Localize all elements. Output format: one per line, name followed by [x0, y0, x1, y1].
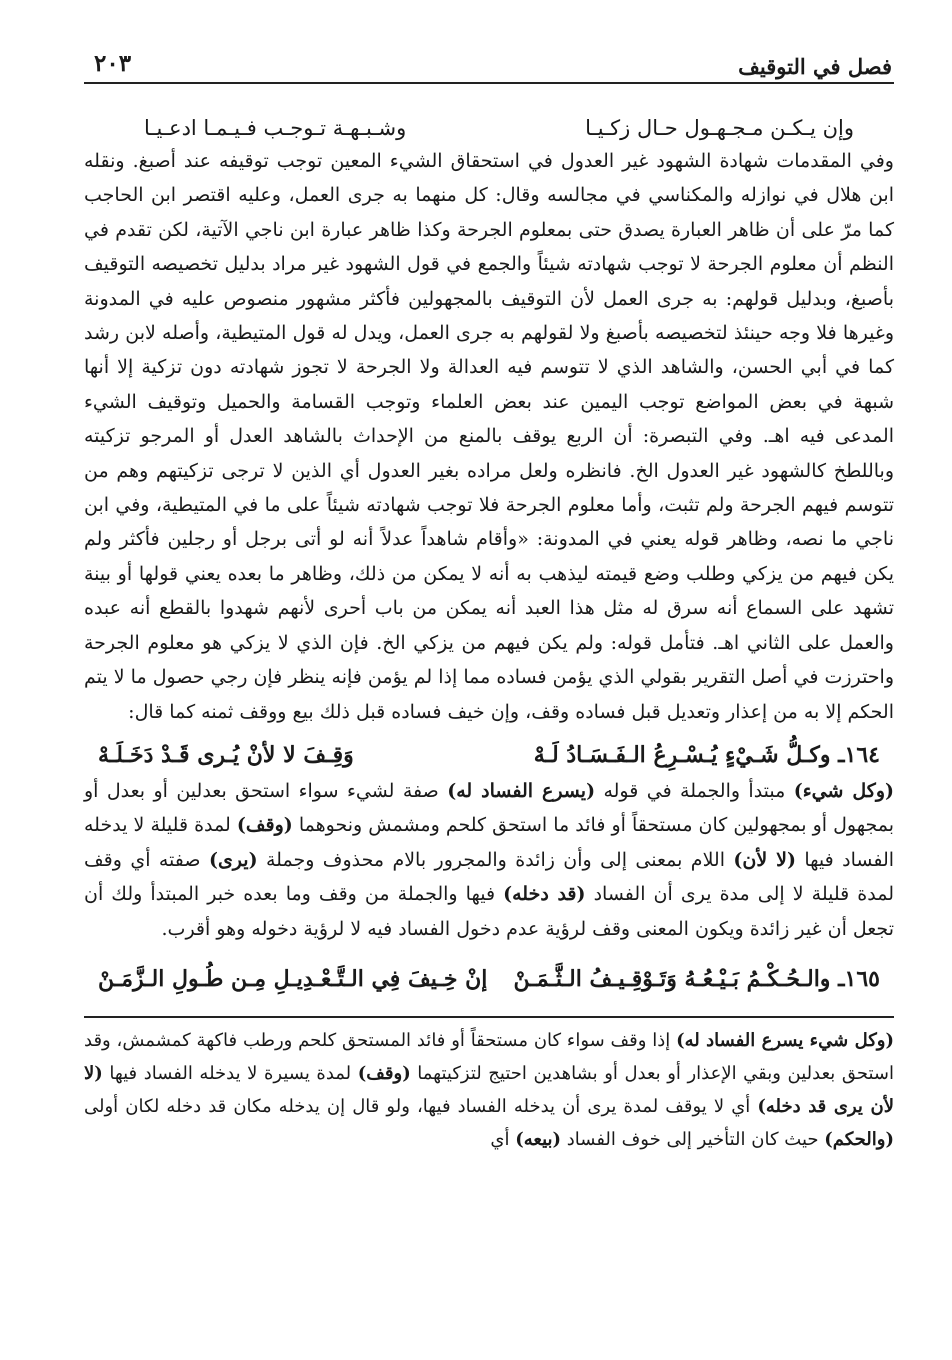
quoted-term: (وقف): [357, 1062, 411, 1084]
quoted-term: (يسرع الفساد له): [447, 779, 596, 802]
verse-164: [98, 742, 880, 768]
verse-top-left-hemistich: وشـبـهـة تـوجـب فـيـمـا ادعـيـا: [144, 116, 407, 140]
verse-top-right-hemistich: وإن يـكـن مـجـهـول حـال زكـيـا: [585, 116, 854, 140]
body-paragraph: وفي المقدمات شهادة الشهود غير العدول في استحقاق الشيء المعين توجب توقيفه عند أصبغ. ونقله ابن هلال في نوازله والمكناسي في مجالسه وقال: كل منهما به جرى العمل، وعليه اقتصر ابن الحاجب كما مرّ على أن ظاهر العبارة يصدق حتى بمعلوم الجرحة وكذا ظاهر عبارة ابن ناجي الآتية، لكن تقدم في النظم أن معلوم الجرحة لا توجب شهادته شيئاً والجمع في قول الشهود غير مراد بدليل تخصيصه التوقيف بأصبغ، وبدليل قولهم: به جرى العمل لأن التوقيف بالمجهولين فأكثر مشهور منصوص عليه في المدونة وغيرها فلا وجه حينئذ لتخصيصه بأصبغ ولا لقولهم به جرى العمل، ويدل له قول المتيطية، وأصله لابن رشد كما في أبي الحسن، والشاهد الذي لا تتوسم فيه العدالة ولا الجرحة لا تجوز شهادته دون تزكية إلا أنها شبهة في بعض المواضع توجب اليمين عند بعض العلماء وتوجب القسامة والحميل وتوقيف الشيء المدعى فيه اهـ. وفي التبصرة: أن الربع يوقف بالمنع من الإحداث بالشاهد العدل أو المرجو تزكيته وباللطخ كالشهود غير العدول الخ. فانظره ولعل مراده بغير العدول أي الذين لا ترجى تزكيتهم وهم من تتوسم فيهم الجرحة ولم تثبت، وأما معلوم الجرحة فلا توجب شهادته شيئاً على ما في المتيطية، وفي ابن ناجي ما نصه، وظاهر قوله يعني في المدونة: «وأقام شاهداً عدلاً أنه لو أتى برجل أو رجلين فأكثر ولم يكن فيهم من يزكي وطلب وضع قيمته ليذهب به أنه لا يمكن من ذلك، وظاهر ما بعده يعني قولها أو بينة تشهد على السماع أنه سرق له مثل هذا العبد أنه يمكن من باب أحرى لأنهم شهدوا بالقطع أنه عبده والعمل على الثاني اهـ. فتأمل قوله: ولم يكن فيهم من يزكي الخ. فإن الذي لا يزكي هو معلوم الجرحة واحترزت في أصل التقرير بقولي الذي يؤمن فساده مما إذا لم يؤمن فإنه ينظر فإن رجي حصول ما لا يتم الحكم إلا به من إعذار وتعديل قبل فساده وقف، وإن خيف فساده قبل ذلك بيع ووقف ثمنه كما قال:: [84, 150, 894, 723]
quoted-term: (وكل شيء يسرع الفساد له): [676, 1029, 894, 1051]
quoted-term: (يرى): [208, 848, 258, 871]
footnote-divider: [84, 1016, 894, 1018]
quoted-term: (قد دخله): [503, 883, 586, 906]
verse-164-left-hemistich: وَقِـفَ لا لأنْ يُـرى قَـدْ دَخَـلَـهْ: [98, 741, 354, 768]
book-page: [84, 42, 894, 1156]
verse-165-left-hemistich: إنْ خِـيفَ فِي الـتَّـعْـدِيـلِ مِـن طُـولِ الـزَّمَـنْ: [98, 965, 488, 992]
quoted-term: (وقف): [236, 814, 293, 837]
verse-165-right-hemistich: ١٦٥ـ والـحُـكْـمُ بَـيْـعُـهُ وَتَـوْقِـيـفُ الـثَّـمَـنْ: [513, 965, 880, 992]
verse-top: [144, 116, 854, 140]
quoted-term: (بيعه): [515, 1128, 562, 1150]
quoted-term: (وكل شيء): [793, 779, 894, 802]
verse-165: [98, 966, 880, 992]
quoted-term: (لا لأن): [733, 848, 796, 871]
page-header: [84, 42, 894, 84]
page-number: ٢٠٣: [94, 50, 132, 77]
chapter-title: فصل في التوقيف: [738, 54, 892, 79]
verse-164-right-hemistich: ١٦٤ـ وكـلُّ شَـيْءٍ يُـسْـرِعُ الـفَـسَـادُ لَـهْ: [533, 741, 880, 768]
quoted-term: (والحكم): [824, 1128, 894, 1150]
footnote-paragraph: (وكل شيء يسرع الفساد له) إذا وقف سواء كان مستحقاً أو فائد المستحق كلحم ورطب فاكهة كمشمش، وقد استحق بعدلين وبقي الإعذار أو بعدل أو بشاهدين احتيج لتزكيتهما (وقف) لمدة يسيرة لا يدخله الفساد فيها (لا لأن يرى قد دخله) أي لا يوقف لمدة يرى أن يدخله الفساد فيها، ولو قال إن يدخله مكان قد دخله لكان أولى (والحكم) حيث كان التأخير إلى خوف الفساد (بيعه) أي: [84, 1029, 894, 1150]
commentary-164: (وكل شيء) مبتدأ والجملة في قوله (يسرع الفساد له) صفة لشيء سواء استحق بعدلين أو بعدل أو بمجهول أو بمجهولين كان مستحقاً أو فائد ما استحق كلحم ومشمش ونحوهما (وقف) لمدة قليلة لا يدخله الفساد فيها (لا لأن) اللام بمعنى إلى وأن زائدة والمجرور بالام محذوف وجملة (يرى) صفته أي وقف لمدة قليلة لا إلى مدة يرى أن الفساد (قد دخله) فيها والجملة من وقف وما بعده خبر المبتدأ ولك أن تجعل أن غير زائدة ويكون المعنى وقف لرؤية عدم دخول الفساد فيه لا لرؤية دخوله وهو أقرب.: [84, 779, 895, 940]
quoted-term: (لا لأن يرى قد دخله): [84, 1062, 894, 1117]
